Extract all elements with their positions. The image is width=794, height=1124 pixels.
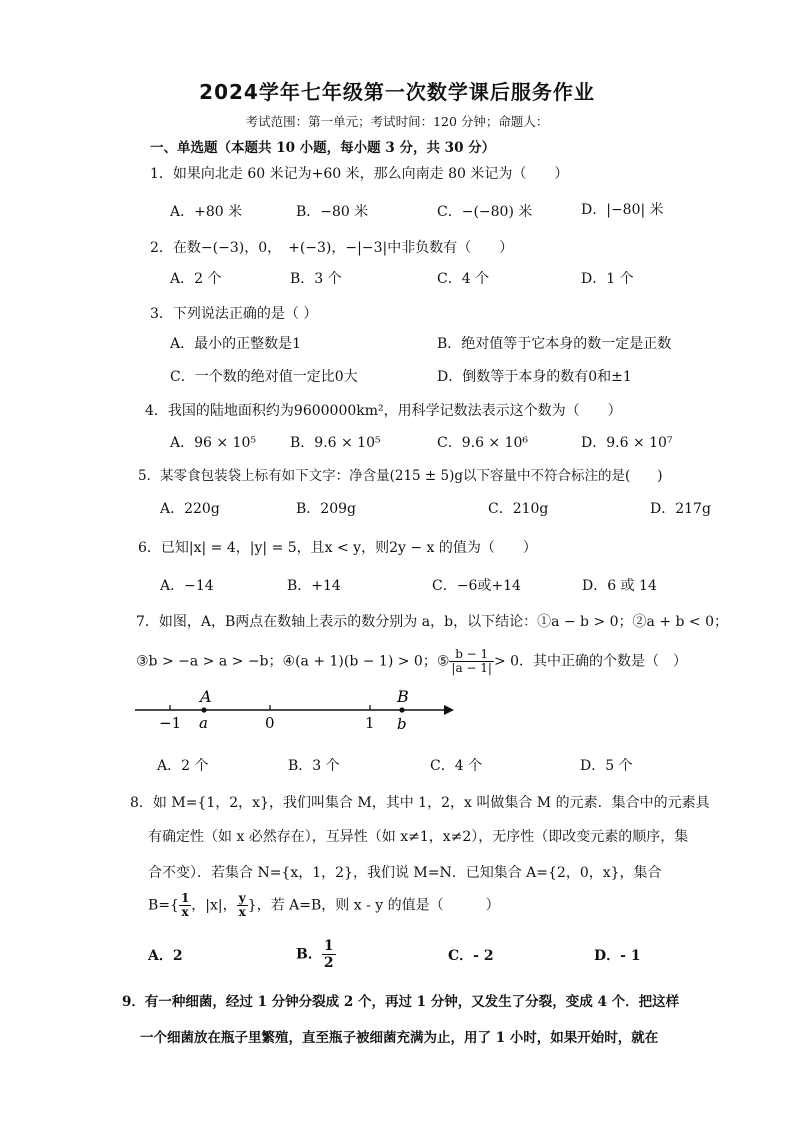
q5-option-b: B．209g bbox=[296, 501, 356, 517]
q1-option-b: B．−80 米 bbox=[296, 204, 369, 220]
q5-option-c: C．210g bbox=[488, 501, 549, 517]
q7-fraction bbox=[449, 648, 494, 675]
q7-option-b: B．3 个 bbox=[288, 758, 340, 774]
question-8-line1: 8．如 M={1，2，x}，我们叫集合 M，其中 1，2，x 叫做集合 M 的元素．集合中的元素具 bbox=[130, 795, 710, 811]
set-b-prefix: B={ bbox=[148, 897, 179, 914]
label-minus-one: −1 bbox=[159, 714, 182, 732]
q3-option-d: D．倒数等于本身的数有0和±1 bbox=[437, 369, 632, 385]
section-heading: 一、单选题（本题共 10 小题，每小题 3 分，共 30 分） bbox=[150, 140, 496, 156]
label-point-a: A bbox=[200, 687, 212, 706]
exam-info: 考试范围：第一单元；考试时间：120 分钟；命题人： bbox=[245, 114, 549, 129]
q8-option-a: A．2 bbox=[148, 948, 183, 964]
fraction-one-half bbox=[322, 938, 336, 971]
fraction-denominator: x bbox=[238, 905, 246, 919]
q1-option-a: A．+80 米 bbox=[170, 204, 243, 220]
q7-stem-tail: > 0．其中正确的个数是（ ） bbox=[493, 653, 688, 670]
label-a: a bbox=[199, 714, 208, 732]
number-line bbox=[130, 686, 470, 736]
question-8-line3: 合不变）．若集合 N={x，1，2}，我们说 M=N．已知集合 A={2，0，x}，集合 bbox=[148, 865, 662, 881]
q7-option-c: C．4 个 bbox=[430, 758, 483, 774]
fraction-denominator: x bbox=[181, 905, 189, 919]
question-1-stem: 1．如果向北走 60 米记为+60 米，那么向南走 80 米记为（ ） bbox=[150, 166, 569, 182]
question-7-stem-line2 bbox=[136, 648, 687, 675]
q4-option-a: A．96 × 10⁵ bbox=[170, 435, 256, 451]
question-7-stem-line1: 7．如图，A，B两点在数轴上表示的数分别为 a，b，以下结论：①a − b > 0；②a + b < 0； bbox=[136, 614, 729, 630]
question-9-line1: 9．有一种细菌，经过 1 分钟分裂成 2 个，再过 1 分钟，又发生了分裂，变成 4 个．把这样 bbox=[122, 994, 680, 1010]
q7-fraction-numerator: b − 1 bbox=[449, 648, 494, 662]
question-4-stem: 4．我国的陆地面积约为9600000km²，用科学记数法表示这个数为（ ） bbox=[145, 403, 622, 419]
q3-option-a: A．最小的正整数是1 bbox=[170, 336, 302, 352]
question-5-stem: 5．某零食包装袋上标有如下文字：净含量(215 ± 5)g以下容量中不符合标注的是( ) bbox=[138, 468, 663, 484]
q1-option-d: D．|−80| 米 bbox=[581, 202, 664, 218]
q8-option-c: C．- 2 bbox=[448, 948, 494, 964]
q4-option-d: D．9.6 × 10⁷ bbox=[581, 435, 673, 451]
q7-fraction-denominator: |a − 1| bbox=[451, 661, 492, 675]
point-a bbox=[201, 707, 206, 712]
q7-option-d: D．5 个 bbox=[580, 758, 633, 774]
q6-option-d: D．6 或 14 bbox=[582, 578, 657, 594]
q2-option-b: B．3 个 bbox=[290, 271, 342, 287]
set-b-suffix: }，若 A=B，则 x - y 的值是（ ） bbox=[247, 897, 500, 914]
question-2-stem: 2．在数−(−3)，0， +(−3)，−|−3|中非负数有（ ） bbox=[150, 240, 514, 256]
question-3-stem: 3．下列说法正确的是（ ） bbox=[150, 306, 318, 322]
question-8-line4 bbox=[148, 892, 500, 919]
question-6-stem: 6．已知|x| = 4，|y| = 5，且x < y，则2y − x 的值为（ ） bbox=[138, 540, 537, 556]
q2-option-a: A．2 个 bbox=[170, 271, 222, 287]
q5-option-a: A．220g bbox=[160, 501, 220, 517]
q8-option-d: D．- 1 bbox=[594, 948, 641, 964]
label-point-b: B bbox=[397, 687, 409, 706]
number-line-arrow-icon bbox=[444, 705, 454, 715]
fraction-one-over-x bbox=[179, 892, 191, 919]
fraction-numerator: 1 bbox=[323, 938, 334, 954]
q6-option-b: B．+14 bbox=[287, 578, 341, 594]
fraction-denominator: 2 bbox=[323, 955, 334, 971]
q6-option-c: C．−6或+14 bbox=[432, 578, 521, 594]
fraction-y-over-x bbox=[237, 892, 248, 919]
q1-option-c: C．−(−80) 米 bbox=[437, 204, 533, 220]
page-title: 2024学年七年级第一次数学课后服务作业 bbox=[199, 80, 595, 104]
q8-option-b bbox=[296, 938, 336, 971]
fraction-numerator: 1 bbox=[180, 891, 190, 905]
q3-option-c: C．一个数的绝对值一定比0大 bbox=[170, 369, 358, 385]
q2-option-d: D．1 个 bbox=[581, 271, 634, 287]
q4-option-c: C．9.6 × 10⁶ bbox=[437, 435, 529, 451]
question-8-line2: 有确定性（如 x 必然存在），互异性（如 x≠1，x≠2），无序性（即改变元素的顺序，集 bbox=[148, 829, 689, 845]
label-one: 1 bbox=[365, 714, 375, 732]
q8-option-b-label: B． bbox=[296, 946, 322, 963]
q7-option-a: A．2 个 bbox=[157, 758, 209, 774]
q7-conclusions: ③b > −a > a > −b；④(a + 1)(b − 1) > 0；⑤ bbox=[136, 653, 450, 670]
set-b-middle: ，|x|， bbox=[191, 897, 237, 914]
q3-option-b: B．绝对值等于它本身的数一定是正数 bbox=[437, 336, 672, 352]
fraction-numerator: y bbox=[237, 892, 248, 906]
q2-option-c: C．4 个 bbox=[437, 271, 490, 287]
label-b: b bbox=[397, 715, 407, 733]
point-b bbox=[399, 707, 404, 712]
q6-option-a: A．−14 bbox=[160, 578, 214, 594]
question-9-line2: 一个细菌放在瓶子里繁殖，直至瓶子被细菌充满为止，用了 1 小时，如果开始时，就在 bbox=[140, 1030, 659, 1046]
label-zero: 0 bbox=[265, 714, 275, 732]
q4-option-b: B．9.6 × 10⁵ bbox=[290, 435, 381, 451]
q5-option-d: D．217g bbox=[650, 501, 711, 517]
